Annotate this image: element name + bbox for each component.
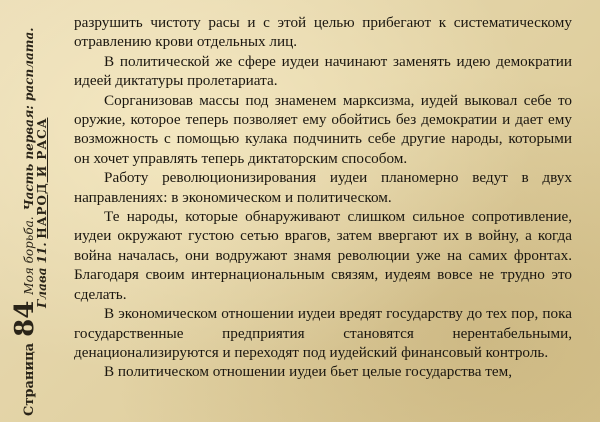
part-title: Часть первая: расплата. [22,27,36,211]
chapter-label: Глава 11. [35,242,49,308]
book-title: Моя борьба. [22,216,36,295]
page-label: Страница [22,342,37,416]
chapter-title: НАРОД И РАСА [35,117,49,239]
paragraph: В экономическом отношении иудеи вредят государству до тех пор, пока государственные предприятия становятся нерентабельными, денационализируются и переходят под иудейский финансовый контроль. [74,305,572,361]
paragraph: Работу революционизирования иудеи планомерно ведут в двух направлениях: в экономическом и политическом. [74,169,572,206]
page-number: 84 [10,300,40,337]
running-header [5,6,57,416]
paragraph: разрушить чистоту расы и с этой целью прибегают к систематическому отравлению крови отдельных лиц. [74,14,572,51]
paragraph: Сорганизовав массы под знаменем марксизма, иудей выковал себе то оружие, которое теперь позволяет ему обойтись без демократии и дает ему возможность с помощью кулака подчинить себе другие народы, которыми он хочет управлять теперь диктаторским способом. [74,91,572,167]
page-margin [0,0,62,422]
paragraph: Те народы, которые обнаруживают слишком сильное сопротивление, иудеи окружают густою сетью врагов, затем ввергают их в войну, а когда война началась, они водружают знамя революции уже на самих фронтах. Благодаря своим интернациональным связям, иудеям вовсе не трудно это сделать. [74,208,572,303]
paragraph: В политической же сфере иудеи начинают заменять идею демократии идеей диктатуры пролетариата. [74,52,572,90]
paragraph: В политическом отношении иудеи бьет целые государства тем, [104,363,513,381]
body-text [74,13,572,382]
